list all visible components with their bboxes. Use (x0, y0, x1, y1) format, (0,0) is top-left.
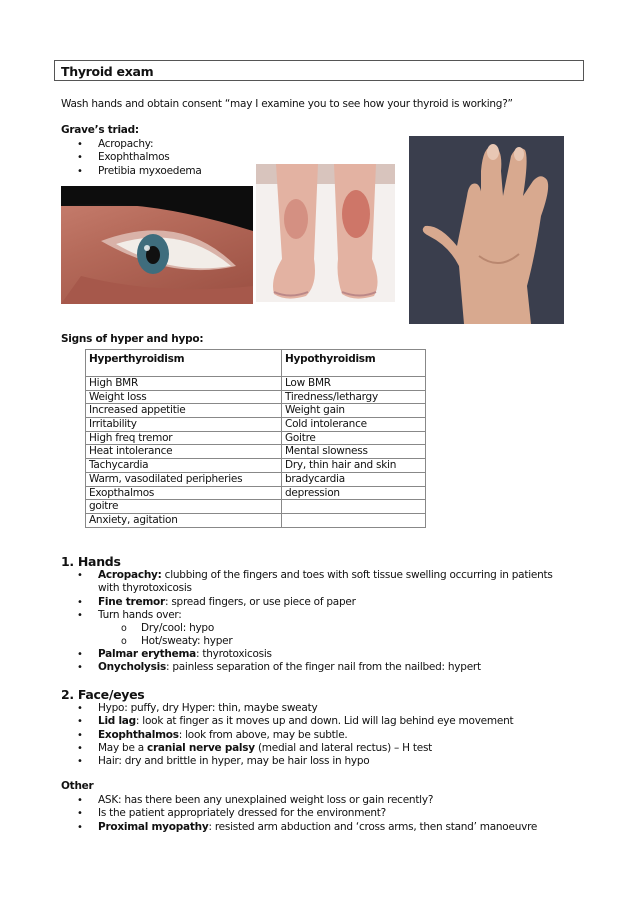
onycholysis-text: : painless separation of the finger nail from the nailbed: hypert (165, 661, 481, 674)
other-heading: Other (61, 780, 94, 792)
table-cell: Goitre (282, 431, 426, 445)
list-item: • Hypo: puffy, dry Hyper: thin, maybe sweaty (61, 702, 513, 715)
proximal-myopathy-text: : resisted arm abduction and ‘cross arms, then stand’ manoeuvre (208, 820, 538, 833)
legs-illustration (256, 164, 395, 302)
lid-lag-text: : look at finger as it moves up and down. Lid will lag behind eye movement (135, 715, 514, 728)
exophthalmos-eye-photo (61, 186, 253, 304)
acropachy-cont: with thyrotoxicosis (98, 582, 192, 595)
column-header-hypo: Hypothyroidism (282, 350, 426, 377)
table-row (86, 513, 426, 527)
list-item: • Exophthalmos (61, 151, 202, 164)
table-cell: High BMR (86, 377, 282, 391)
table-row (86, 390, 426, 404)
turn-hands-text: Turn hands over: (98, 608, 182, 621)
list-item: • Hair: dry and brittle in hyper, may be hair loss in hypo (61, 755, 513, 768)
table-cell: depression (282, 486, 426, 500)
table-row (86, 404, 426, 418)
cranial-term: cranial nerve palsy (147, 741, 255, 754)
lid-lag-term: Lid lag (98, 715, 136, 728)
table-cell: goitre (86, 500, 282, 514)
list-item-continuation (61, 582, 553, 595)
graves-heading: Grave’s triad: (61, 124, 139, 136)
list-item (61, 569, 553, 582)
exophthalmos-term: Exophthalmos (98, 728, 179, 741)
face-list (61, 702, 513, 768)
other-list (61, 794, 537, 834)
acropachy-text: clubbing of the fingers and toes with soft tissue swelling occurring in patients (161, 569, 553, 581)
onycholysis-term: Onycholysis (98, 661, 166, 674)
table-cell: Weight loss (86, 390, 282, 404)
list-item (61, 715, 513, 728)
table-cell: Heat intolerance (86, 445, 282, 459)
title-box (54, 60, 584, 81)
exophthalmos-text: : look from above, may be subtle. (178, 728, 348, 741)
list-item (61, 661, 481, 674)
table-row (86, 459, 426, 473)
table-row (86, 431, 426, 445)
list-item: o Hot/sweaty: hyper (61, 635, 232, 648)
table-cell: Tiredness/lethargy (282, 390, 426, 404)
table-cell: Anxiety, agitation (86, 513, 282, 527)
signs-heading: Signs of hyper and hypo: (61, 333, 204, 345)
table-cell: Tachycardia (86, 459, 282, 473)
acropachy-term: Acropachy: (98, 569, 162, 581)
table-cell: Irritability (86, 418, 282, 432)
table-cell: High freq tremor (86, 431, 282, 445)
palmar-text: : thyrotoxicosis (196, 648, 272, 660)
tremor-term: Fine tremor (98, 595, 165, 608)
table-row (86, 500, 426, 514)
hands-list (61, 569, 553, 622)
table-row (86, 377, 426, 391)
column-header-hyper: Hyperthyroidism (86, 350, 282, 377)
table-row (86, 486, 426, 500)
tremor-text: : spread fingers, or use piece of paper (164, 595, 356, 608)
pretibial-myxoedema-legs-photo (256, 164, 395, 302)
graves-list (61, 138, 202, 178)
list-item (61, 729, 513, 742)
table-header-row (86, 350, 426, 377)
list-item: • Acropachy: (61, 138, 202, 151)
list-item: • Pretibia myxoedema (61, 165, 202, 178)
intro-text: Wash hands and obtain consent “may I examine you to see how your thyroid is working?” (61, 98, 513, 110)
hand-illustration (409, 136, 564, 324)
face-heading: 2. Face/eyes (61, 687, 145, 702)
eye-illustration (61, 186, 253, 304)
table-cell: Increased appetitie (86, 404, 282, 418)
list-item (61, 648, 481, 661)
hands-sublist (61, 622, 232, 649)
table-cell: Weight gain (282, 404, 426, 418)
list-item (61, 596, 553, 609)
list-item: • Is the patient appropriately dressed for the environment? (61, 807, 537, 820)
page-title: Thyroid exam (61, 64, 154, 79)
acropachy-hand-photo (409, 136, 564, 324)
list-item (61, 821, 537, 834)
table-cell (282, 513, 426, 527)
list-item: o Dry/cool: hypo (61, 622, 232, 635)
table-cell: Exopthalmos (86, 486, 282, 500)
table-cell (282, 500, 426, 514)
list-item (61, 742, 513, 755)
table-cell: Cold intolerance (282, 418, 426, 432)
table-cell: Dry, thin hair and skin (282, 459, 426, 473)
table-cell: Mental slowness (282, 445, 426, 459)
hands-heading: 1. Hands (61, 554, 121, 569)
hands-list-cont (61, 648, 481, 675)
list-item: • ASK: has there been any unexplained weight loss or gain recently? (61, 794, 537, 807)
cranial-pre: May be a (98, 741, 148, 754)
table-cell: Warm, vasodilated peripheries (86, 472, 282, 486)
list-item (61, 609, 553, 622)
table-row (86, 472, 426, 486)
cranial-text: (medial and lateral rectus) – H test (254, 741, 433, 754)
signs-table (85, 349, 426, 528)
proximal-myopathy-term: Proximal myopathy (98, 820, 209, 833)
table-cell: bradycardia (282, 472, 426, 486)
table-cell: Low BMR (282, 377, 426, 391)
table-row (86, 445, 426, 459)
table-row (86, 418, 426, 432)
palmar-term: Palmar erythema (98, 648, 196, 660)
